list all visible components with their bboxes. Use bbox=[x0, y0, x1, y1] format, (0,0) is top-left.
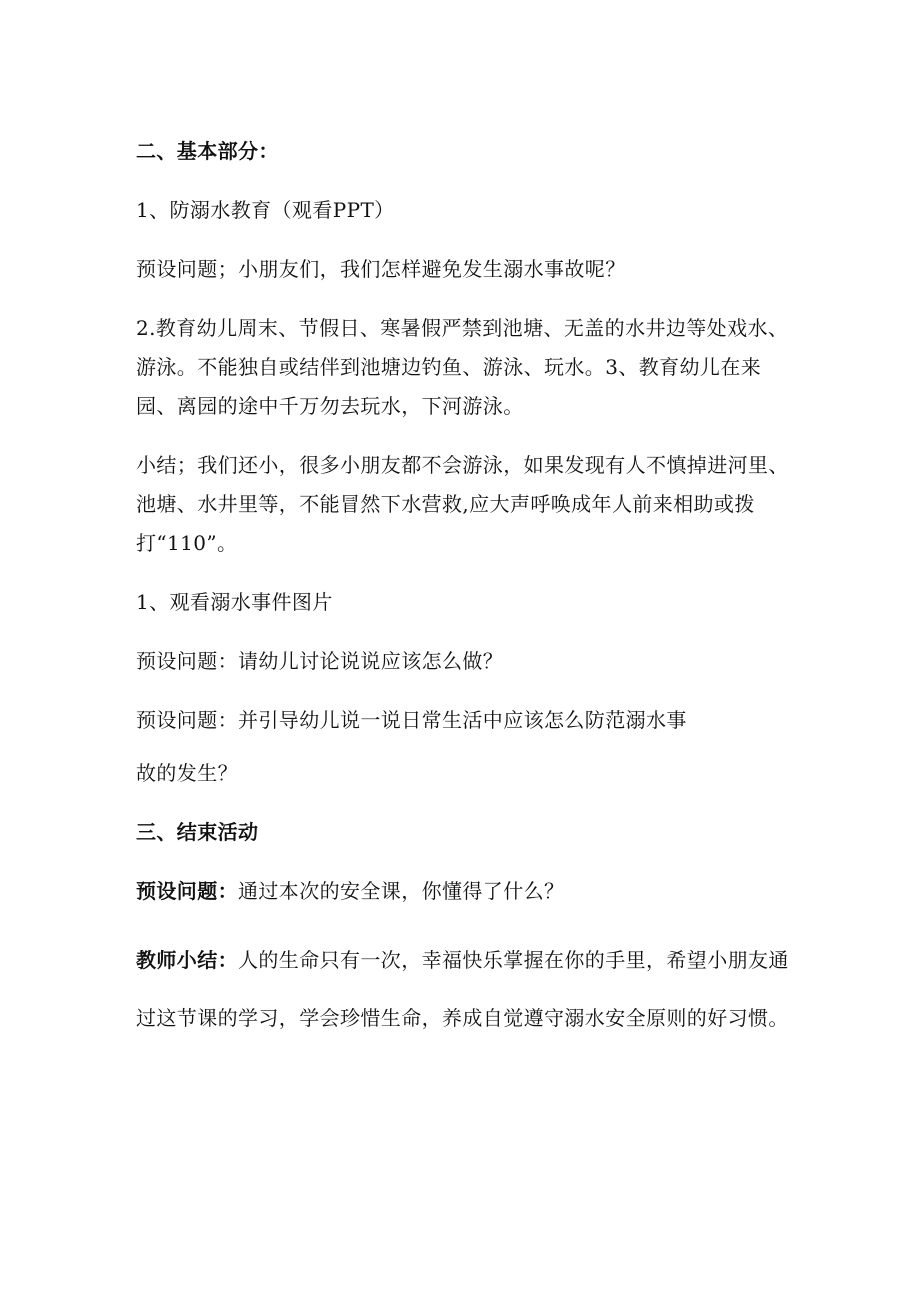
item-question-prevention-line2: 故的发生？ bbox=[136, 761, 238, 785]
item-title-view-pictures: 1、观看溺水事件图片 bbox=[136, 590, 333, 614]
item-question-discuss: 预设问题：请幼儿讨论说说应该怎么做？ bbox=[136, 649, 504, 673]
end-question bbox=[136, 872, 796, 911]
teacher-summary-label: 教师小结： bbox=[136, 948, 238, 972]
teacher-summary-text: 人的生命只有一次，幸福快乐掌握在你的手里，希望小朋友通过这节课的学习，学会珍惜生命，养成自觉遵守溺水安全原则的好习惯。 bbox=[136, 948, 789, 1030]
paragraph-education-rules: 2.教育幼儿周末、节假日、寒暑假严禁到池塘、无盖的水井边等处戏水、游泳。不能独自或结伴到池塘边钓鱼、游泳、玩水。3、教育幼儿在来园、离园的途中千万勿去玩水，下河游泳。 bbox=[136, 316, 789, 418]
item-question-prevention-line1: 预设问题：并引导幼儿说一说日常生活中应该怎么防范溺水事 bbox=[136, 708, 687, 732]
item-question-avoid-drowning: 预设问题；小朋友们，我们怎样避免发生溺水事故呢？ bbox=[136, 257, 626, 281]
item-title-drowning-education: 1、防溺水教育（观看PPT） bbox=[136, 198, 395, 222]
paragraph-summary: 小结；我们还小，很多小朋友都不会游泳，如果发现有人不慎掉进河里、池塘、水井里等，不能冒然下水营救,应大声呼唤成年人前来相助或拨打“110”。 bbox=[136, 453, 789, 555]
end-question-text: 通过本次的安全课，你懂得了什么？ bbox=[238, 879, 565, 903]
end-question-label: 预设问题： bbox=[136, 879, 238, 903]
teacher-summary bbox=[136, 931, 796, 1047]
section-heading-basic: 二、基本部分： bbox=[136, 139, 279, 163]
document-body bbox=[136, 132, 796, 1047]
section-heading-end-activity: 三、结束活动 bbox=[136, 820, 259, 844]
